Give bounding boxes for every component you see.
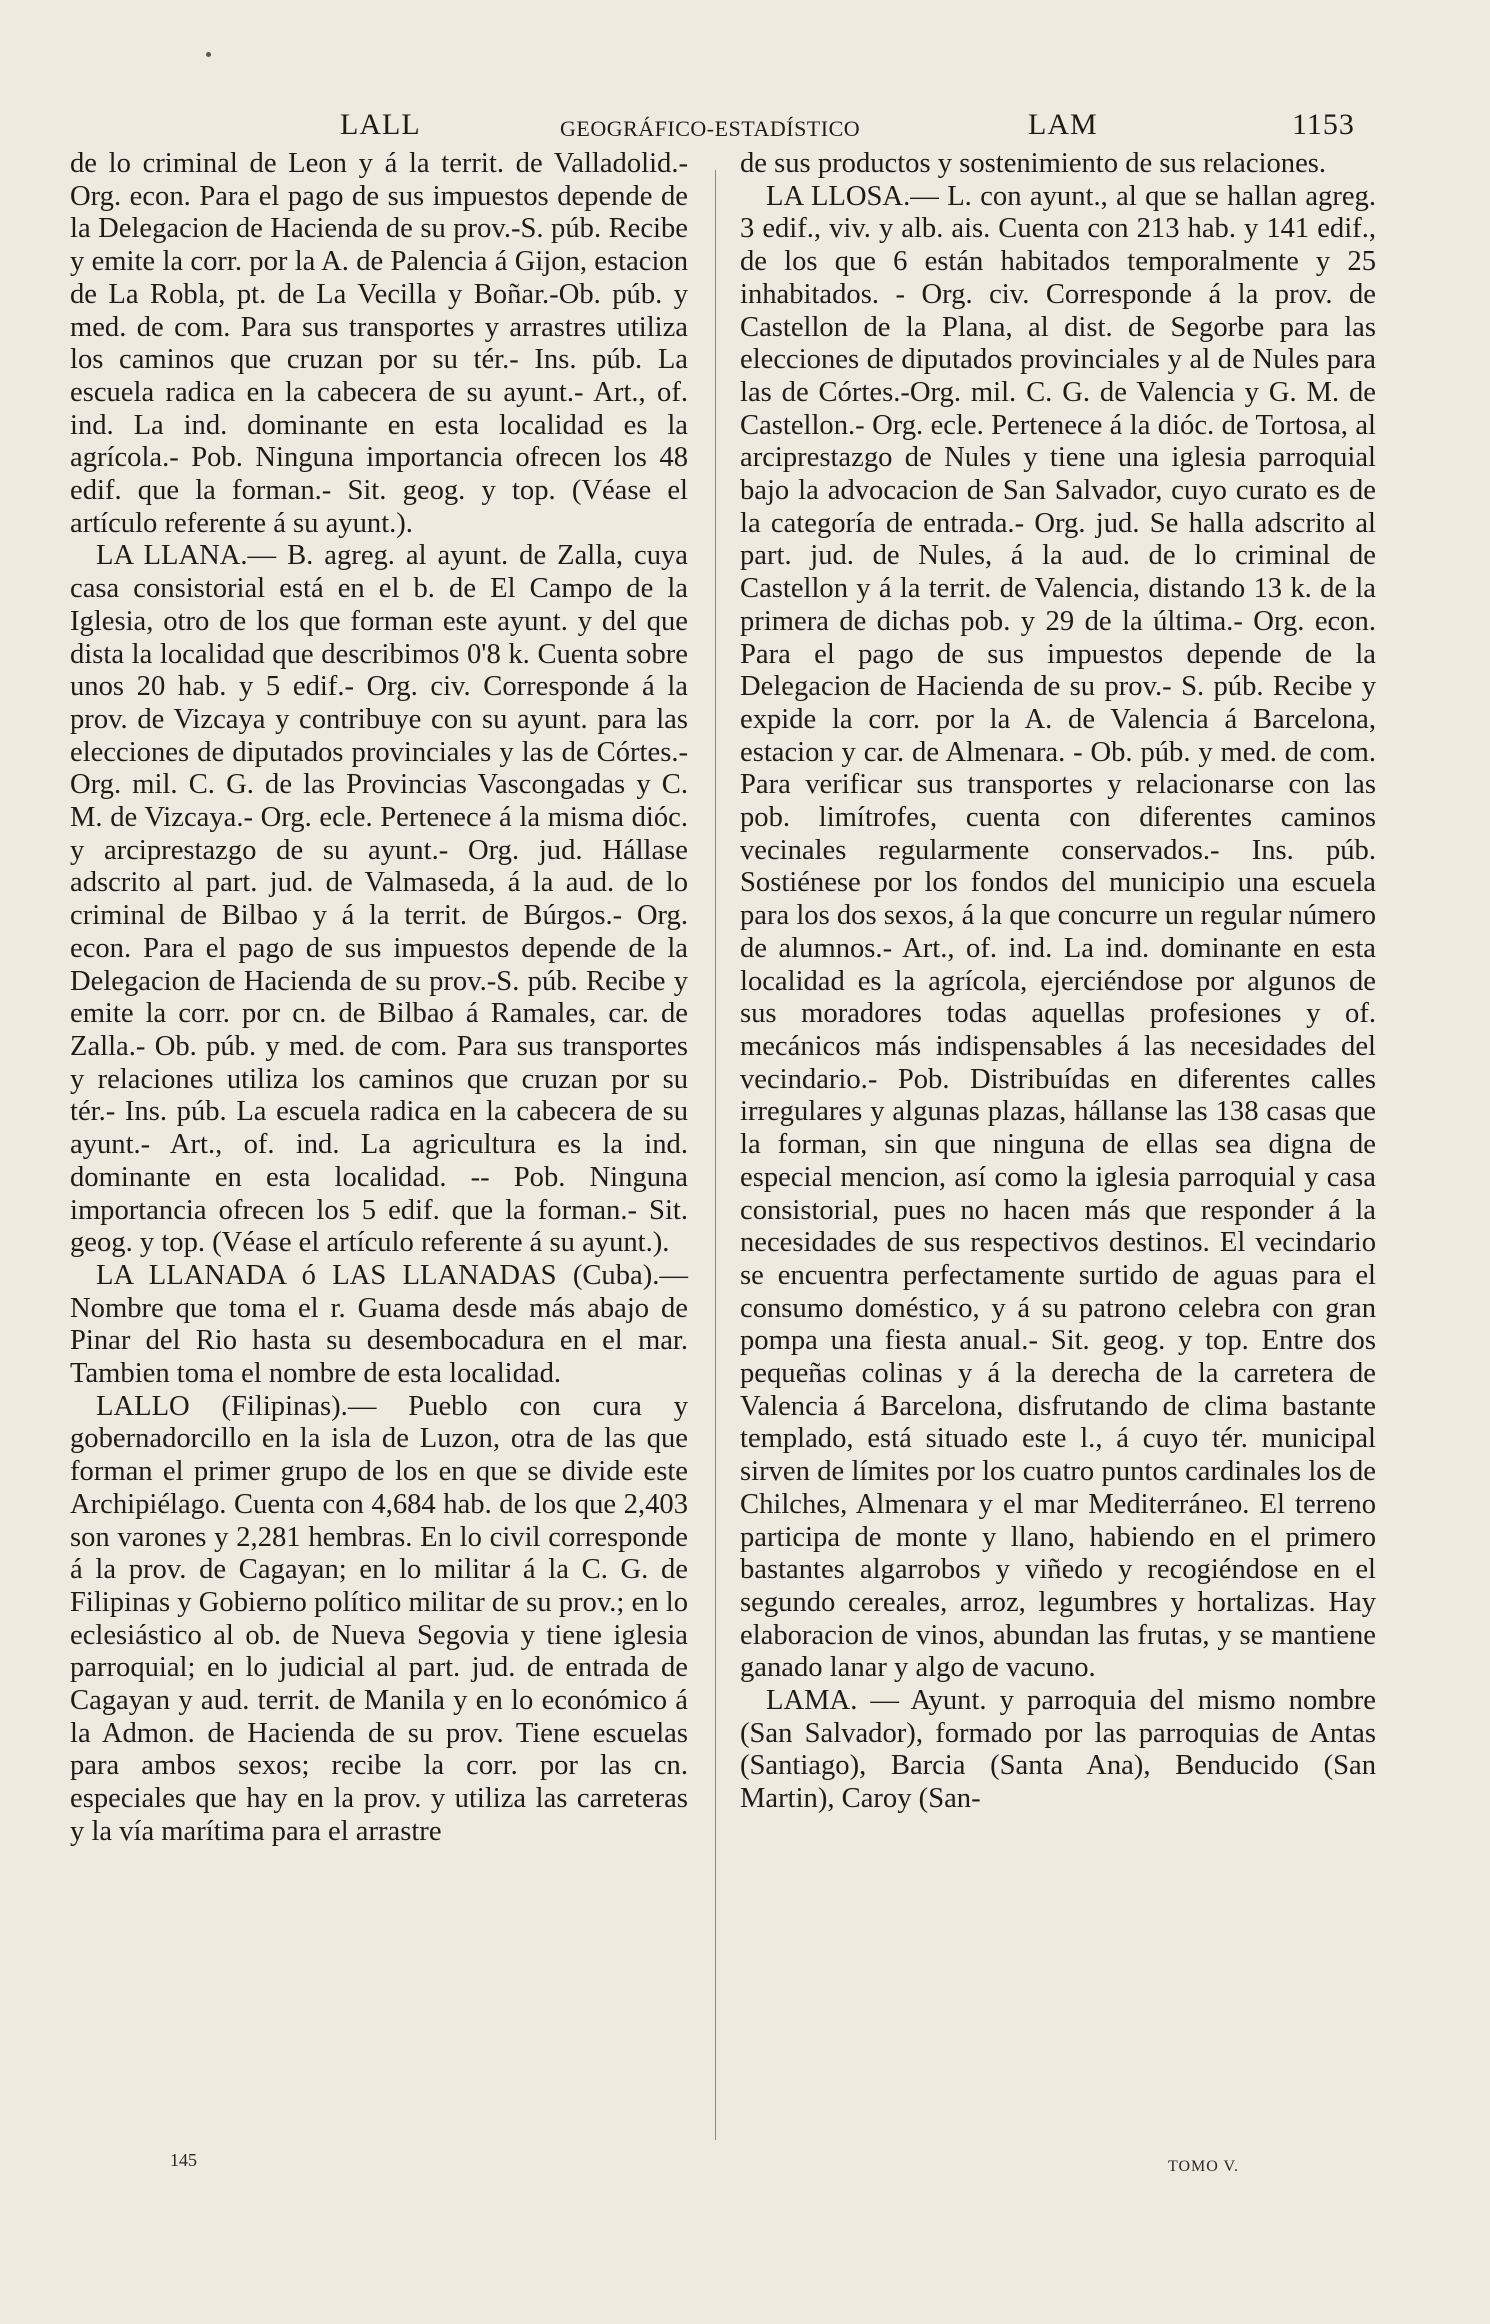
right-column [740,148,1376,1816]
paper-speck [206,52,211,57]
volume-label: TOMO V. [1168,2158,1240,2175]
left-paragraph-1: de lo criminal de Leon y á la territ. de Valladolid.- Org. econ. Para el pago de sus impuestos depende de la Delegacion de Hacienda de su prov.-S. púb. Recibe y emite la corr. por la A. de Palencia á Gijon, estacion de La Robla, pt. de La Vecilla y Boñar.-Ob. púb. y med. de com. Para sus transportes y arrastres utiliza los caminos que cruzan por su tér.- Ins. púb. La escuela radica en la cabecera de su ayunt.- Art., of. ind. La ind. dominante en esta localidad es la agrícola.- Pob. Ninguna importancia ofrecen los 48 edif. que la forman.- Sit. geog. y top. (Véase el artículo referente á su ayunt.). [70,148,688,539]
right-paragraph-3: LAMA. — Ayunt. y parroquia del mismo nombre (San Salvador), formado por las parroquias de Antas (Santiago), Barcia (Santa Ana), Benducido (San Martin), Caroy (San- [740,1685,1376,1815]
signature-mark: 145 [170,2150,197,2170]
right-paragraph-2: LA LLOSA.— L. con ayunt., al que se hallan agreg. 3 edif., viv. y alb. ais. Cuenta con 213 hab. y 141 edif., de los que 6 están habitados temporalmente y 25 inhabitados. - Org. civ. Corresponde á la prov. de Castellon de la Plana, al dist. de Segorbe para las elecciones de diputados provinciales y al de Nules para las de Córtes.-Org. mil. C. G. de Valencia y G. M. de Castellon.- Org. ecle. Pertenece á la dióc. de Tortosa, al arciprestazgo de Nules y tiene una iglesia parroquial bajo la advocacion de San Salvador, cuyo curato es de la categoría de entrada.- Org. jud. Se halla adscrito al part. jud. de Nules, á la aud. de lo criminal de Castellon y á la territ. de Valencia, distando 13 k. de la primera de dichas pob. y 29 de la última.- Org. econ. Para el pago de sus impuestos depende de la Delegacion de Hacienda de su prov.- S. púb. Recibe y expide la corr. por la A. de Valencia á Barcelona, estacion y car. de Almenara. - Ob. púb. y med. de com. Para verificar sus transportes y relacionarse con las pob. limítrofes, cuenta con diferentes caminos vecinales regularmente conservados.- Ins. púb. Sostiénese por los fondos del municipio una escuela para los dos sexos, á la que concurre un regular número de alumnos.- Art., of. ind. La ind. dominante en esta localidad es la agrícola, ejerciéndose por algunos de sus moradores todas aquellas profesiones y of. mecánicos más indispensables á las necesidades del vecindario.- Pob. Distribuídas en diferentes calles irregulares y algunas plazas, hállanse las 138 casas que la forman, sin que ninguna de ellas sea digna de especial mencion, así como la iglesia parroquial y casa consistorial, pues no hacen más que responder á la necesidades de sus respectivos destinos. El vecindario se encuentra perfectamente surtido de aguas para el consumo doméstico, y á su patrono celebra con gran pompa una fiesta anual.- Sit. geog. y top. Entre dos pequeñas colinas y á la derecha de la carretera de Valencia á Barcelona, disfrutando de clima bastante templado, está situado este l., á cuyo tér. municipal sirven de límites por los cuatro puntos cardinales los de Chilches, Almenara y el mar Mediterráneo. El terreno participa de monte y llano, habiendo en el primero bastantes algarrobos y viñedo y recogiéndose en el segundo cereales, arroz, legumbres y hortalizas. Hay elaboracion de vinos, abundan las frutas, y se mantiene ganado lanar y algo de vacuno. [740,180,1376,1684]
header-right-guide-word: LAM [1028,108,1098,141]
header-left-guide-word: LALL [340,108,421,141]
right-paragraph-1: de sus productos y sostenimiento de sus relaciones. [740,148,1327,179]
left-paragraph-3: LA LLANADA ó LAS LLANADAS (Cuba).— Nombre que toma el r. Guama desde más abajo de Pinar del Rio hasta su desembocadura en el mar. Tambien toma el nombre de esta localidad. [70,1259,688,1390]
column-divider [715,170,716,2140]
left-paragraph-4: LALLO (Filipinas).— Pueblo con cura y gobernadorcillo en la isla de Luzon, otra de las que forman el primer grupo de los en que se divide este Archipiélago. Cuenta con 4,684 hab. de los que 2,403 son varones y 2,281 hembras. En lo civil corresponde á la prov. de Cagayan; en lo militar á la C. G. de Filipinas y Gobierno político militar de su prov.; en lo eclesiástico al ob. de Nueva Segovia y tiene iglesia parroquial; en lo judicial al part. jud. de entrada de Cagayan y aud. territ. de Manila y en lo económico á la Admon. de Hacienda de su prov. Tiene escuelas para ambos sexos; recibe la corr. por las cn. especiales que hay en la prov. y utiliza las carreteras y la vía marítima para el arrastre [70,1390,688,1847]
left-column [70,148,688,1849]
left-paragraph-2: LA LLANA.— B. agreg. al ayunt. de Zalla, cuya casa consistorial está en el b. de El Campo de la Iglesia, otro de los que forman este ayunt. y del que dista la localidad que describimos 0'8 k. Cuenta sobre unos 20 hab. y 5 edif.- Org. civ. Corresponde á la prov. de Vizcaya y contribuye con su ayunt. para las elecciones de diputados provinciales y las de Córtes.- Org. mil. C. G. de las Provincias Vascongadas y C. M. de Vizcaya.- Org. ecle. Pertenece á la misma dióc. y arciprestazgo de su ayunt.- Org. jud. Hállase adscrito al part. jud. de Valmaseda, á la aud. de lo criminal de Bilbao y á la territ. de Búrgos.- Org. econ. Para el pago de sus impuestos depende de la Delegacion de Hacienda de su prov.-S. púb. Recibe y emite la corr. por cn. de Bilbao á Ramales, car. de Zalla.- Ob. púb. y med. de com. Para sus transportes y relaciones utiliza los caminos que cruzan por su tér.- Ins. púb. La escuela radica en la cabecera de su ayunt.- Art., of. ind. La agricultura es la ind. dominante en esta localidad. -- Pob. Ninguna importancia ofrecen los 5 edif. que la forman.- Sit. geog. y top. (Véase el artículo referente á su ayunt.). [70,540,688,1259]
page-number: 1153 [1292,108,1355,141]
header-center-title: GEOGRÁFICO-ESTADÍSTICO [560,116,861,141]
